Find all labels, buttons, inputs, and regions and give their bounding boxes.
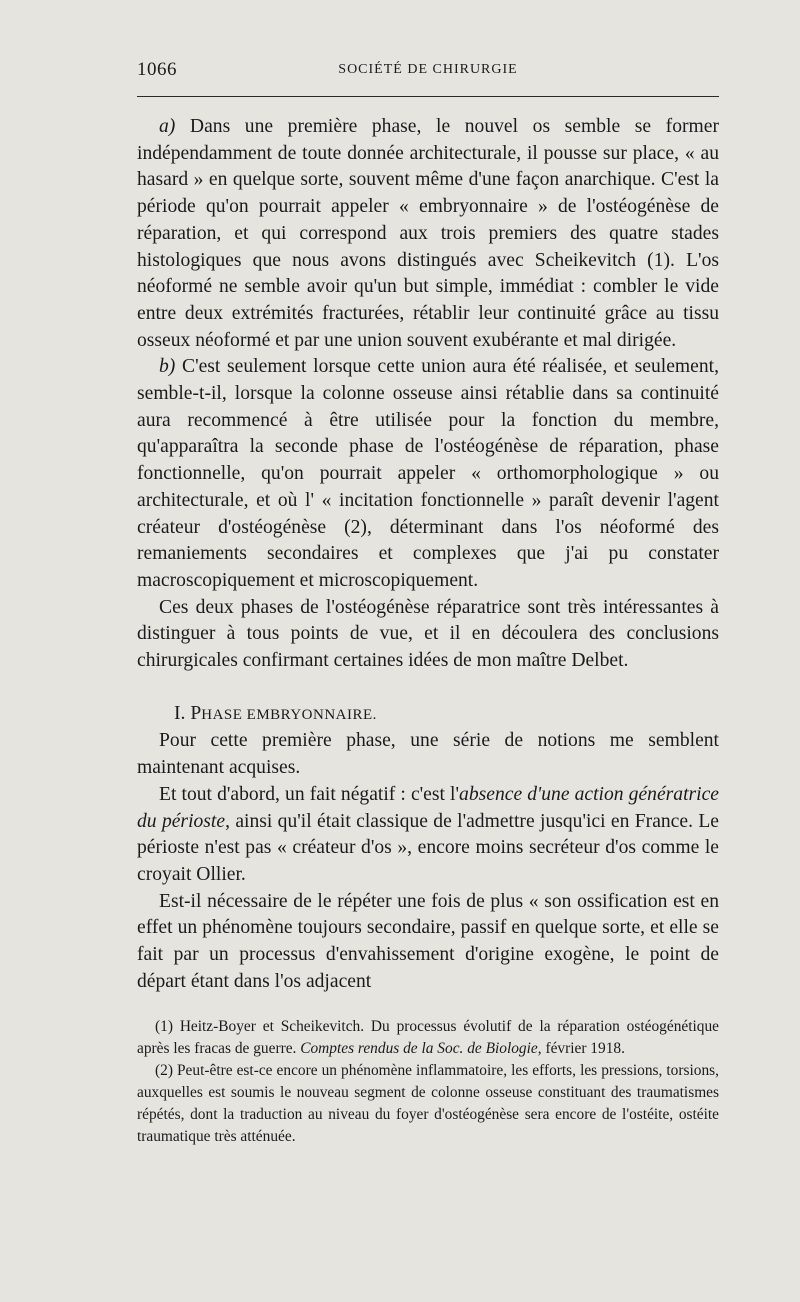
item-marker-a: a) (159, 116, 176, 137)
footnote-1-date: , février 1918. (537, 1040, 625, 1057)
header-rule (137, 96, 719, 97)
paragraph-a-text: Dans une première phase, le nouvel os semble se former indépendamment de toute donnée architecturale, il pousse sur place, « au hasard » en quelque sorte, souvent même d'une façon anarchique. C'est la période qu'on pourrait appeler « embryonnaire » de l'ostéogénèse de réparation, et qui correspond aux trois premiers des quatre stades histologiques que nous avons distingués avec Scheikevitch (1). L'os néoformé ne semble avoir qu'un but simple, immédiat : combler le vide entre deux extrémités fracturées, rétablir leur continuité grâce au tissu osseux néoformé et par une union souvent exubérante et mal dirigée. (137, 116, 719, 351)
page-number: 1066 (137, 59, 177, 80)
paragraph-negative-fact (137, 782, 719, 889)
footnote-2: (2) Peut-être est-ce encore un phénomène inflammatoire, les efforts, les pressions, torsions, auxquelles est soumis le nouveau segment de colonne osseuse constituant des traumatismes répétés, dont la traduction au niveau du foyer d'ostéogénèse sera encore de l'ostéite, ostéite traumatique très atténuée. (137, 1062, 719, 1145)
paragraph-negative-fact-emphasis: absence d'une action génératrice du périoste (137, 783, 719, 832)
footnote-1 (137, 1016, 719, 1060)
footnote-1-journal: Comptes rendus de la Soc. de Biologie (300, 1040, 538, 1057)
paragraph-two-phases: Ces deux phases de l'ostéogénèse réparatrice sont très intéressantes à distinguer à tous points de vue, et il en découlera des conclusions chirurgicales confirmant certaines idées de mon maître Delbet. (137, 596, 719, 672)
paragraph-negative-fact-lead: Et tout d'abord, un fait négatif : c'est l' (159, 783, 460, 805)
paragraph-negative-fact-rest: , ainsi qu'il était classique de l'admettre jusqu'ici en France. Le périoste n'est pas « créateur d'os », encore moins secréteur d'os comme le croyait Ollier. (137, 810, 719, 885)
footnote-1-lead: (1) Heitz-Boyer et Scheikevitch. Du processus évolutif de la réparation ostéogénétique après les fracas de guerre. (137, 1018, 719, 1057)
section-title-lead: I. P (174, 702, 202, 724)
main-text (137, 114, 719, 996)
paragraph-b-text: C'est seulement lorsque cette union aura été réalisée, et seulement, semble-t-il, lorsque la colonne osseuse ainsi rétablie dans sa continuité aura recommencé à être utilisée pour la fonction du membre, qu'apparaîtra la seconde phase de l'ostéogénèse de réparation, phase fonctionnelle, qu'on pourrait appeler « orthomorphologique » ou architecturale, et où l' « incitation fonctionnelle » paraît devenir l'agent créateur d'ostéogénèse (2), déterminant dans l'os néoformé des remaniements secondaires et complexes que j'ai pu constater macroscopiquement et microscopiquement. (137, 356, 719, 591)
item-marker-b: b) (159, 356, 176, 378)
section-title (137, 701, 719, 729)
page-header (137, 59, 719, 85)
section-title-rest: HASE EMBRYONNAIRE. (201, 706, 377, 723)
paragraph-ossification: Est-il nécessaire de le répéter une fois de plus « son ossification est en effet un phénomène toujours secondaire, passif en quelque sorte, et elle se fait par un processus d'envahissement d'origine exogène, le point de départ étant dans l'os adjacent (137, 890, 719, 992)
running-head: SOCIÉTÉ DE CHIRURGIE (338, 62, 518, 77)
paragraph-a (137, 114, 719, 354)
paragraph-b (137, 354, 719, 594)
footnotes (137, 1016, 719, 1148)
paragraph-first-phase: Pour cette première phase, une série de notions me semblent maintenant acquises. (137, 730, 719, 779)
